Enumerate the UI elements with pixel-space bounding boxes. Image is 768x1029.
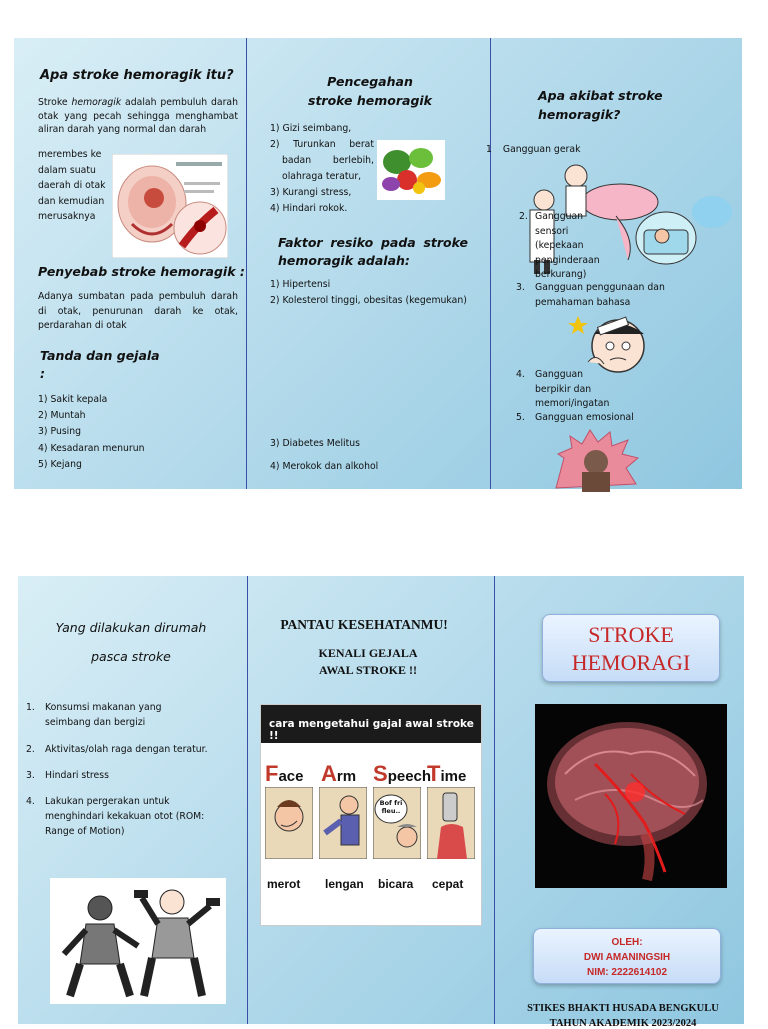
fast-rest: ime <box>440 768 467 785</box>
home-care-list <box>26 700 231 839</box>
fast-caption: cepat <box>432 877 464 891</box>
fast-time-picture-icon <box>427 787 475 859</box>
heading-prevention-line1: Pencegahan <box>327 74 413 89</box>
heading-home-care-line2: pasca stroke <box>91 649 171 664</box>
effect-item-1 <box>486 143 580 157</box>
bottom-divider-2 <box>494 576 495 1024</box>
fast-caption: bicara <box>378 877 414 891</box>
brain-photo-icon <box>535 704 727 888</box>
intro-part2: adalah pembuluh darah otak yang pecah sehingga menghambat aliran darah yang normal dan darah <box>38 97 238 135</box>
author-box <box>533 928 721 984</box>
intro-paragraph <box>38 96 238 137</box>
fast-infographic <box>260 704 482 926</box>
fast-initial: S <box>373 761 388 786</box>
list-item: 4) Merokok dan alkohol <box>270 461 379 472</box>
heading-prevention-line2: stroke hemoragik <box>308 93 432 108</box>
effect-item-5 <box>516 411 696 425</box>
author-nim: NIM: 2222614102 <box>586 967 668 978</box>
academic-year: TAHUN AKADEMIK 2023/2024 <box>549 1018 697 1029</box>
author-name: DWI AMANINGSIH <box>583 952 671 963</box>
heading-effects-line2: hemoragik? <box>538 107 621 122</box>
heading-home-care-line1: Yang dilakukan dirumah <box>55 620 207 635</box>
list-item: 3) Diabetes Melitus <box>270 438 361 449</box>
heading-risk-factors: Faktor resiko pada stroke hemoragik adalah: <box>278 235 468 268</box>
list-item: 2) Muntah <box>38 410 86 422</box>
angry-cartoon-icon <box>552 428 642 494</box>
fast-caption: lengan <box>325 877 364 891</box>
bottom-divider-1 <box>247 576 248 1024</box>
fast-caption: merot <box>267 877 301 891</box>
intro-part1: Stroke <box>38 97 72 108</box>
title-line2: HEMORAGI <box>571 650 691 675</box>
risk-list <box>270 277 467 309</box>
fast-face-picture-icon <box>265 787 313 859</box>
intro-side-line: merusaknya <box>38 211 96 222</box>
list-item: badan berlebih, <box>282 155 374 166</box>
list-num: 4. <box>26 796 35 807</box>
heading-effects-line1: Apa akibat stroke <box>538 88 663 103</box>
vegetables-picture-icon <box>377 140 445 200</box>
prevention-list <box>270 121 374 217</box>
list-item: 5) Kejang <box>38 458 82 470</box>
exercise-cartoon-icon <box>50 878 226 1004</box>
speech-bubble-text: Bof fri fleu.. <box>379 799 403 815</box>
list-item: olahraga teratur, <box>282 171 362 182</box>
fast-arm-picture-icon <box>319 787 367 859</box>
subheading-know-symptoms <box>252 645 484 679</box>
intro-italic: hemoragik <box>71 97 122 108</box>
list-item: 1) Gizi seimbang, <box>270 123 352 134</box>
intro-side-line: dan kemudian <box>38 195 105 207</box>
intro-side-line: dalam suatu <box>38 164 96 176</box>
list-item <box>26 742 231 757</box>
symptom-list <box>38 392 145 473</box>
fast-initial: F <box>265 761 279 786</box>
list-item: 4) Hindari rokok. <box>270 203 348 214</box>
effect-text: Gangguan emosional <box>535 412 634 423</box>
fast-initial: A <box>321 761 337 786</box>
list-item: 2) Turunkan berat <box>270 139 374 150</box>
effect-num: 1 <box>486 144 492 155</box>
effect-text: Gangguan berpikir dan memori/ingatan <box>535 369 610 409</box>
list-text: Aktivitas/olah raga dengan teratur. <box>45 744 208 755</box>
effect-item-3 <box>516 281 696 310</box>
list-item: 1) Hipertensi <box>270 279 331 290</box>
effect-text: Gangguan penggunaan dan pemahaman bahasa <box>535 282 665 308</box>
list-item <box>26 768 231 783</box>
list-text: Konsumsi makanan yang seimbang dan bergizi <box>45 702 162 728</box>
effect-text: Gangguan gerak <box>502 144 581 155</box>
fast-title-bar <box>261 705 481 743</box>
effect-num: 5. <box>516 412 525 423</box>
list-item <box>26 700 231 730</box>
fast-title: cara mengetahui gajal awal stroke !! <box>269 718 474 742</box>
list-num: 3. <box>26 770 35 781</box>
fast-rest: rm <box>336 768 357 785</box>
heading-prevention <box>290 72 450 110</box>
heading-home-care <box>36 620 226 664</box>
heading-causes: Penyebab stroke hemoragik : <box>38 264 245 279</box>
intro-side-line: merembes ke <box>38 149 102 160</box>
intro-side-line: daerah di otak <box>38 180 106 191</box>
title-box <box>542 614 720 682</box>
list-num: 1. <box>26 702 35 713</box>
fast-rest: peech <box>387 768 432 785</box>
effect-num: 3. <box>516 282 525 293</box>
brain-hemorrhage-diagram-icon <box>112 154 228 258</box>
risk-list-lower <box>270 432 378 478</box>
list-item: 3) Pusing <box>38 426 82 438</box>
fast-rest: ace <box>278 768 304 785</box>
top-divider-2 <box>490 38 491 489</box>
list-text: Hindari stress <box>45 770 109 781</box>
top-divider-1 <box>246 38 247 489</box>
fast-initial: T <box>427 761 441 786</box>
heading-symptoms-colon: : <box>40 366 45 381</box>
subheading-line1: KENALI GEJALA <box>318 646 418 660</box>
institution-name: STIKES BHAKTI HUSADA BENGKULU <box>527 1003 719 1014</box>
heading-effects <box>538 86 663 124</box>
heading-symptoms: Tanda dan gejala <box>40 348 160 363</box>
effect-text: Gangguan sensori (kepekaan penginderaan berkurang) <box>535 211 600 280</box>
effect-num: 2. <box>519 211 528 222</box>
effect-num: 4. <box>516 369 525 380</box>
heading-what-is-stroke: Apa stroke hemoragik itu? <box>40 68 234 83</box>
author-label: OLEH: <box>611 937 643 948</box>
fast-speech-picture-icon <box>373 787 421 859</box>
list-item: 2) Kolesterol tinggi, obesitas (kegemukan) <box>270 295 467 306</box>
list-text: Lakukan pergerakan untuk menghindari kekakuan otot (ROM: Range of Motion) <box>45 796 205 837</box>
fast-letter-arm <box>321 761 356 787</box>
fast-letter-time <box>427 761 466 787</box>
list-item: 4) Kesadaran menurun <box>38 442 145 454</box>
subheading-line2: AWAL STROKE !! <box>318 663 418 677</box>
list-item: 3) Kurangi stress, <box>270 187 352 198</box>
list-num: 2. <box>26 744 35 755</box>
effect-item-4 <box>516 368 616 412</box>
heading-monitor-health: PANTAU KESEHATANMU! <box>280 617 448 632</box>
effect-item-2 <box>519 210 619 283</box>
list-item <box>26 794 231 839</box>
title-line1: STROKE <box>588 622 674 647</box>
list-item: 1) Sakit kepala <box>38 394 108 405</box>
cause-text: Adanya sumbatan pada pembuluh darah di otak, penurunan darah ke otak, perdarahan di otak <box>38 291 238 331</box>
intro-side-text <box>38 147 110 225</box>
fast-letter-face <box>265 761 303 787</box>
fast-letter-speech <box>373 761 431 787</box>
